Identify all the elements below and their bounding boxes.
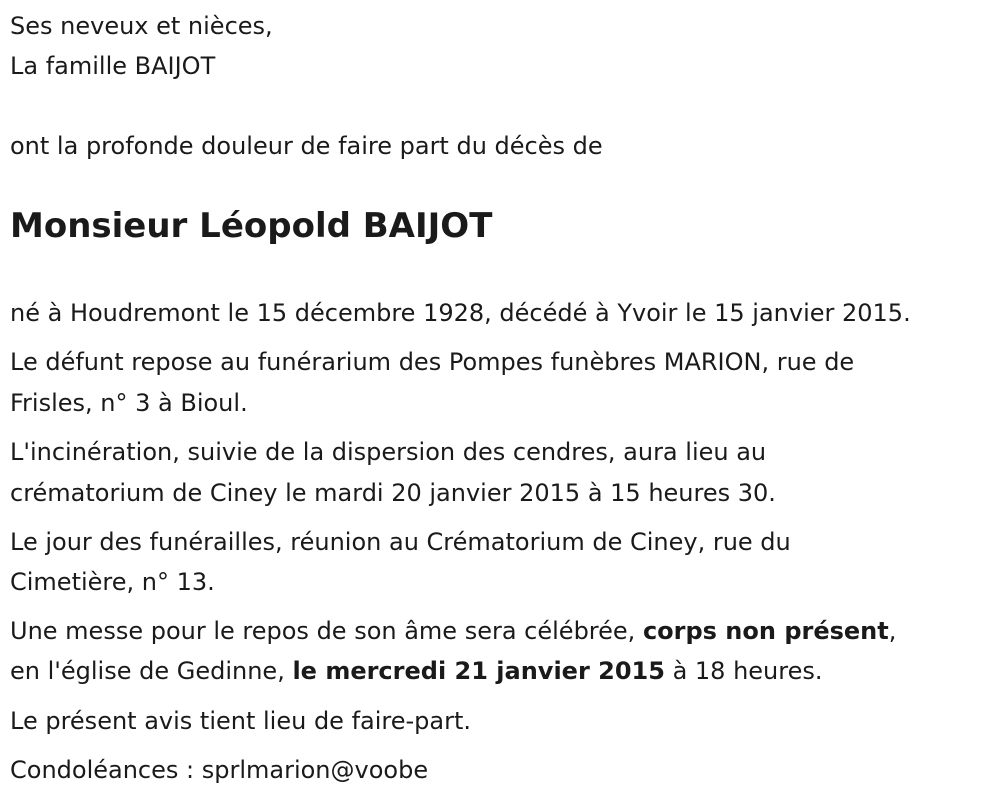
family-name-line: La famille BAIJOT <box>10 52 216 80</box>
mass-line-1-text: Une messe pour le repos de son âme sera célébrée, <box>10 617 643 645</box>
mass-line-1 <box>10 611 896 651</box>
mass-line-2-time: à 18 heures. <box>664 657 823 685</box>
mass-line-2-text: en l'église de Gedinne, <box>10 657 293 685</box>
mass-body-absent-emphasis: corps non présent <box>642 617 889 645</box>
mass-date-emphasis: le mercredi 21 janvier 2015 <box>292 657 665 685</box>
deceased-name: Monsieur Léopold BAIJOT <box>10 206 493 246</box>
cremation-line-1: L'incinération, suivie de la dispersion des cendres, aura lieu au <box>10 438 767 466</box>
mass-line-1-comma: , <box>888 617 897 645</box>
meeting-line-1: Le jour des funérailles, réunion au Crématorium de Ciney, rue du <box>10 528 791 556</box>
announcement-line: ont la profonde douleur de faire part du décès de <box>10 132 603 160</box>
birth-death-line: né à Houdremont le 15 décembre 1928, décédé à Yvoir le 15 janvier 2015. <box>10 299 911 327</box>
notice-line: Le présent avis tient lieu de faire-part. <box>10 707 472 735</box>
cremation-line-2: crématorium de Ciney le mardi 20 janvier 2015 à 15 heures 30. <box>10 479 776 507</box>
funerarium-line-1: Le défunt repose au funérarium des Pompes funèbres MARION, rue de <box>10 348 855 376</box>
condolences-line: Condoléances : sprlmarion@voobe <box>10 756 429 784</box>
family-nephews-line: Ses neveux et nièces, <box>10 12 273 40</box>
mass-line-2 <box>10 651 823 691</box>
meeting-line-2: Cimetière, n° 13. <box>10 568 215 596</box>
funerarium-line-2: Frisles, n° 3 à Bioul. <box>10 389 248 417</box>
